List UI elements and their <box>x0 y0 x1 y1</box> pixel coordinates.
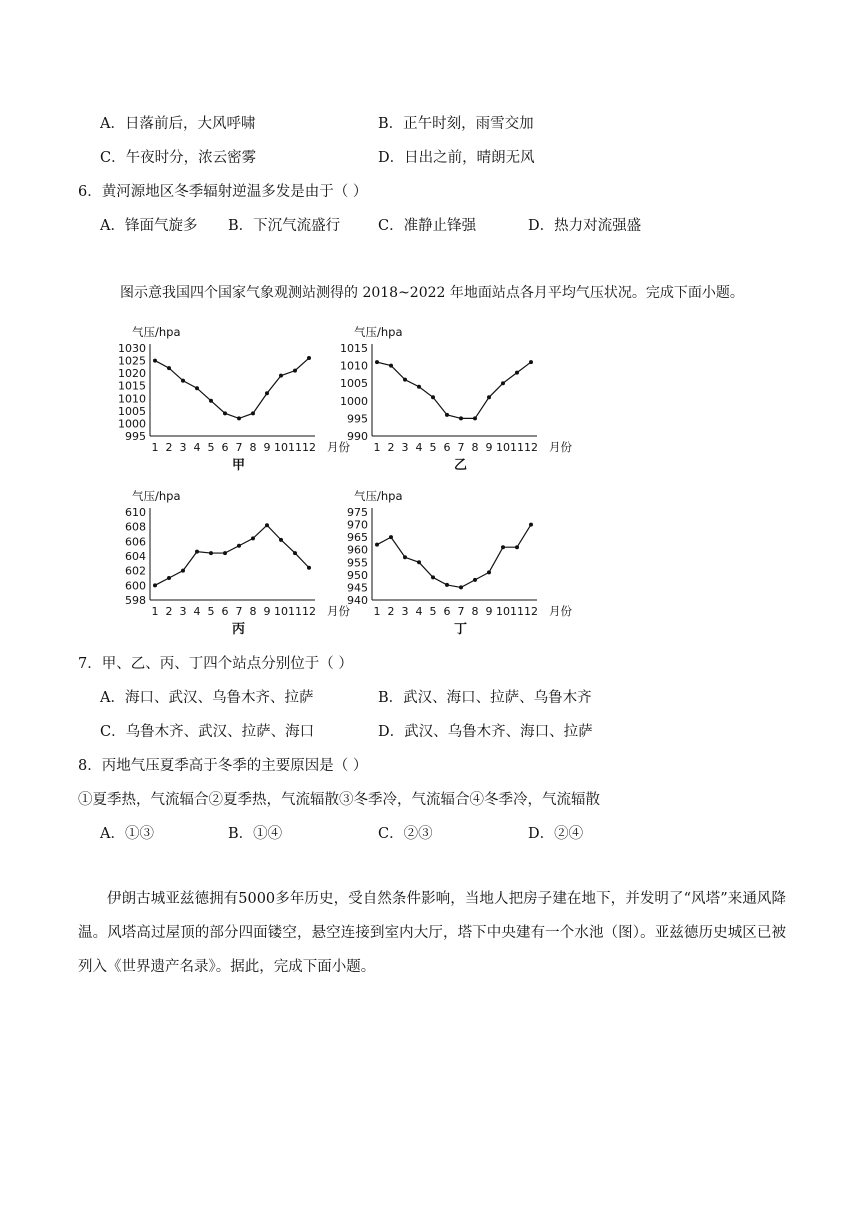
x-tick-label: 11 <box>510 441 524 454</box>
y-axis-unit-label: 气压/hpa <box>354 489 403 503</box>
q7-option-d: D．武汉、乌鲁木齐、海口、拉萨 <box>378 724 593 740</box>
data-point <box>209 551 213 555</box>
x-tick-label: 3 <box>401 441 409 454</box>
x-tick-label: 8 <box>249 441 257 454</box>
y-tick-label: 1010 <box>340 359 368 373</box>
data-point <box>251 536 255 540</box>
data-point <box>167 576 171 580</box>
y-tick-label: 1015 <box>118 379 146 393</box>
data-point <box>459 585 463 589</box>
data-point <box>417 385 421 389</box>
y-tick-label: 610 <box>125 506 146 519</box>
data-point <box>223 551 227 555</box>
y-tick-label: 970 <box>347 518 368 532</box>
data-point <box>195 550 199 554</box>
y-tick-label: 1000 <box>118 417 146 431</box>
x-axis-label: 月份 <box>549 604 572 618</box>
y-tick-label: 1030 <box>118 342 146 355</box>
data-point <box>389 535 393 539</box>
y-tick-label: 606 <box>125 535 146 549</box>
x-tick-label: 2 <box>165 441 173 454</box>
q5-option-d: D．日出之前，晴朗无风 <box>378 150 535 166</box>
data-point <box>501 545 505 549</box>
x-axis-label: 月份 <box>549 440 572 454</box>
q6-option-d: D．热力对流强盛 <box>528 218 642 234</box>
series-line <box>377 525 531 588</box>
data-point <box>237 544 241 548</box>
data-point <box>209 399 213 403</box>
q8-option-c: C．②③ <box>378 826 433 842</box>
charts-intro: 图示意我国四个国家气象观测站测得的 2018~2022 年地面站点各月平均气压状况。完成下面小题。 <box>120 285 744 301</box>
x-tick-label: 6 <box>221 441 229 454</box>
q6-stem: 6．黄河源地区冬季辐射逆温多发是由于（ ） <box>78 184 368 200</box>
data-point <box>181 379 185 383</box>
x-tick-label: 7 <box>457 441 465 454</box>
x-tick-label: 3 <box>179 441 187 454</box>
chart-jia <box>108 318 348 478</box>
y-tick-label: 1000 <box>340 394 368 408</box>
y-tick-label: 608 <box>125 520 146 534</box>
q7-option-c: C．乌鲁木齐、武汉、拉萨、海口 <box>100 724 315 740</box>
y-tick-label: 1005 <box>118 404 146 418</box>
data-point <box>223 411 227 415</box>
data-point <box>195 386 199 390</box>
data-point <box>265 523 269 527</box>
x-axis-label: 月份 <box>327 604 350 618</box>
x-tick-label: 4 <box>193 605 201 618</box>
y-tick-label: 1025 <box>118 354 146 368</box>
y-tick-label: 602 <box>125 564 146 578</box>
y-axis-unit-label: 气压/hpa <box>132 489 181 503</box>
x-tick-label: 10 <box>496 605 510 618</box>
chart-title: 乙 <box>453 458 468 473</box>
y-tick-label: 995 <box>125 430 146 443</box>
x-tick-label: 3 <box>179 605 187 618</box>
y-tick-label: 975 <box>347 506 368 519</box>
y-tick-label: 960 <box>347 543 368 557</box>
data-point <box>167 366 171 370</box>
x-tick-label: 7 <box>235 441 243 454</box>
data-point <box>181 569 185 573</box>
x-tick-label: 6 <box>221 605 229 618</box>
data-point <box>375 360 379 364</box>
x-tick-label: 7 <box>235 605 243 618</box>
q6-option-a: A．锋面气旋多 <box>100 218 198 234</box>
q8-statements: ①夏季热，气流辐合②夏季热，气流辐散③冬季冷，气流辐合④冬季冷，气流辐散 <box>78 792 600 808</box>
data-point <box>279 374 283 378</box>
data-point <box>473 416 477 420</box>
x-tick-label: 8 <box>471 441 479 454</box>
q7-option-b: B．武汉、海口、拉萨、乌鲁木齐 <box>378 690 592 706</box>
q8-stem: 8．丙地气压夏季高于冬季的主要原因是（ ） <box>78 758 368 774</box>
data-point <box>389 364 393 368</box>
q5-option-a: A．日落前后，大风呼啸 <box>100 116 256 132</box>
data-point <box>307 566 311 570</box>
data-point <box>265 391 269 395</box>
data-point <box>473 578 477 582</box>
q8-option-d: D．②④ <box>528 826 584 842</box>
data-point <box>251 411 255 415</box>
q8-option-b: B．①④ <box>228 826 283 842</box>
y-axis-unit-label: 气压/hpa <box>132 325 181 339</box>
data-point <box>529 523 533 527</box>
data-point <box>307 356 311 360</box>
y-tick-label: 990 <box>347 430 368 443</box>
x-tick-label: 5 <box>429 605 437 618</box>
data-point <box>445 583 449 587</box>
x-tick-label: 1 <box>373 605 381 618</box>
y-tick-label: 940 <box>347 594 368 607</box>
x-tick-label: 10 <box>274 441 288 454</box>
data-point <box>403 378 407 382</box>
data-point <box>529 360 533 364</box>
y-tick-label: 950 <box>347 568 368 582</box>
x-tick-label: 5 <box>429 441 437 454</box>
x-tick-label: 11 <box>510 605 524 618</box>
x-tick-label: 3 <box>401 605 409 618</box>
chart-bing <box>108 482 348 642</box>
data-point <box>237 416 241 420</box>
x-axis-label: 月份 <box>327 440 350 454</box>
q5-option-c: C．午夜时分，浓云密雾 <box>100 150 257 166</box>
data-point <box>153 583 157 587</box>
x-tick-label: 4 <box>415 605 423 618</box>
chart-title: 丙 <box>231 622 246 637</box>
y-tick-label: 1020 <box>118 367 146 381</box>
x-tick-label: 4 <box>193 441 201 454</box>
x-tick-label: 5 <box>207 441 215 454</box>
x-tick-label: 2 <box>387 441 395 454</box>
q6-option-b: B．下沉气流盛行 <box>228 218 341 234</box>
x-tick-label: 4 <box>415 441 423 454</box>
x-tick-label: 8 <box>471 605 479 618</box>
x-tick-label: 12 <box>302 605 316 618</box>
y-tick-label: 600 <box>125 579 146 593</box>
data-point <box>153 359 157 363</box>
q5-option-b: B．正午时刻，雨雪交加 <box>378 116 534 132</box>
x-tick-label: 2 <box>387 605 395 618</box>
y-tick-label: 945 <box>347 581 368 595</box>
data-point <box>487 570 491 574</box>
y-tick-label: 965 <box>347 531 368 545</box>
data-point <box>417 560 421 564</box>
x-tick-label: 8 <box>249 605 257 618</box>
data-point <box>515 545 519 549</box>
series-line <box>155 525 309 585</box>
y-tick-label: 1005 <box>340 377 368 391</box>
y-tick-label: 604 <box>125 550 146 563</box>
q6-option-c: C．准静止锋强 <box>378 218 477 234</box>
data-point <box>459 416 463 420</box>
data-point <box>279 538 283 542</box>
chart-ding <box>330 482 600 642</box>
x-tick-label: 10 <box>274 605 288 618</box>
chart-title: 丁 <box>453 622 468 637</box>
x-tick-label: 9 <box>485 441 493 454</box>
data-point <box>403 555 407 559</box>
x-tick-label: 11 <box>288 441 302 454</box>
data-point <box>375 543 379 547</box>
chart-title: 甲 <box>231 458 246 473</box>
y-tick-label: 995 <box>347 412 368 426</box>
data-point <box>501 381 505 385</box>
data-point <box>431 575 435 579</box>
y-tick-label: 955 <box>347 556 368 570</box>
x-tick-label: 10 <box>496 441 510 454</box>
data-point <box>515 371 519 375</box>
data-point <box>293 551 297 555</box>
x-tick-label: 1 <box>373 441 381 454</box>
q7-option-a: A．海口、武汉、乌鲁木齐、拉萨 <box>100 690 314 706</box>
q8-option-a: A．①③ <box>100 826 154 842</box>
x-tick-label: 12 <box>524 441 538 454</box>
x-tick-label: 9 <box>263 605 271 618</box>
x-tick-label: 11 <box>288 605 302 618</box>
x-tick-label: 1 <box>151 605 159 618</box>
data-point <box>487 395 491 399</box>
x-tick-label: 6 <box>443 441 451 454</box>
data-point <box>445 413 449 417</box>
x-tick-label: 6 <box>443 605 451 618</box>
x-tick-label: 7 <box>457 605 465 618</box>
x-tick-label: 12 <box>524 605 538 618</box>
y-tick-label: 1010 <box>118 392 146 406</box>
x-tick-label: 12 <box>302 441 316 454</box>
x-tick-label: 5 <box>207 605 215 618</box>
series-line <box>377 362 531 418</box>
windtower-intro: 伊朗古城亚兹德拥有5000多年历史，受自然条件影响，当地人把房子建在地下，并发明了“风塔”来通风降温。风塔高过屋顶的部分四面镂空，悬空连接到室内大厅，塔下中央建有一个水池（图）。亚兹德历史城区已被列入《世界遗产名录》。据此，完成下面小题。 <box>78 891 786 975</box>
x-tick-label: 9 <box>485 605 493 618</box>
series-line <box>155 358 309 418</box>
y-tick-label: 1015 <box>340 342 368 355</box>
q7-stem: 7．甲、乙、丙、丁四个站点分别位于（ ） <box>78 656 353 672</box>
data-point <box>293 369 297 373</box>
data-point <box>431 395 435 399</box>
y-tick-label: 598 <box>125 594 146 607</box>
x-tick-label: 1 <box>151 441 159 454</box>
x-tick-label: 9 <box>263 441 271 454</box>
chart-yi <box>330 318 600 478</box>
y-axis-unit-label: 气压/hpa <box>354 325 403 339</box>
x-tick-label: 2 <box>165 605 173 618</box>
